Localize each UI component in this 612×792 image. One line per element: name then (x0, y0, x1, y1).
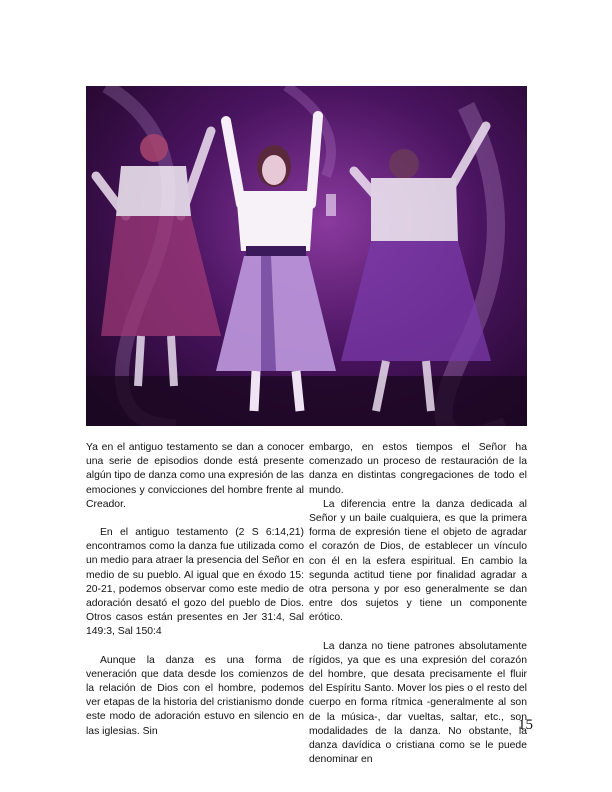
dancer-center (216, 116, 336, 411)
worship-dancers-illustration (86, 86, 527, 426)
paragraph: Aunque la danza es una forma de veneración que data desde los comienzos de la relación de Dios con el hombre, podemos ver etapas de la historia del cristianismo donde este modo de adoración estuvo en silencio en las iglesias. Sin (86, 654, 304, 737)
paragraph: La diferencia entre la danza dedicada al Señor y un baile cualquiera, es que la primera forma de expresión tiene el objeto de agradar el corazón de Dios, de establecer un vínculo con él en la esfera espiritual. En cambio la segunda actitud tiene por finalidad agradar a otra persona y por eso generalmente se dan entre dos sujetos y tiene un componente erótico. (309, 498, 527, 624)
paragraph: La danza no tiene patrones absolutamente rígidos, ya que es una expresión del corazón del hombre, que desata precisamente el fluir del Espíritu Santo. Mover los pies o el resto del cuerpo en forma rítmica -generalmente al son de la música-, dar vueltas, saltar, etc., son modalidades de la danza. No obstante, la danza davídica o cristiana como se le puede denominar en (309, 640, 527, 766)
page-number: 15 (518, 717, 533, 733)
dancer-left (96, 131, 221, 386)
paragraph: En el antiguo testamento (2 S 6:14,21) encontramos como la danza fue utilizada como un medio para atraer la presencia del Señor en medio de su pueblo. Al igual que en éxodo 15: 20-21, podemos observar como este medio de adoración desató el gozo del pueblo de Dios. Otros casos están presentes en Jer 31:4, Sal 149:3, Sal 150:4 (86, 527, 304, 638)
paragraph: embargo, en estos tiempos el Señor ha comenzado un proceso de restauración de la danza en distintas congregaciones de todo el mundo. (309, 442, 527, 496)
dancer-right (341, 126, 491, 411)
text-column-left (86, 441, 304, 739)
light-streak (286, 86, 331, 176)
paragraph: Ya en el antiguo testamento se dan a conocer una serie de episodios donde está presente algún tipo de danza como una expresión de las emociones y convicciones del hombre frente al Creador. (86, 442, 304, 510)
text-column-right (309, 441, 527, 767)
candle-icon (326, 194, 336, 216)
floor (86, 376, 527, 426)
worship-dance-photo (86, 86, 527, 426)
